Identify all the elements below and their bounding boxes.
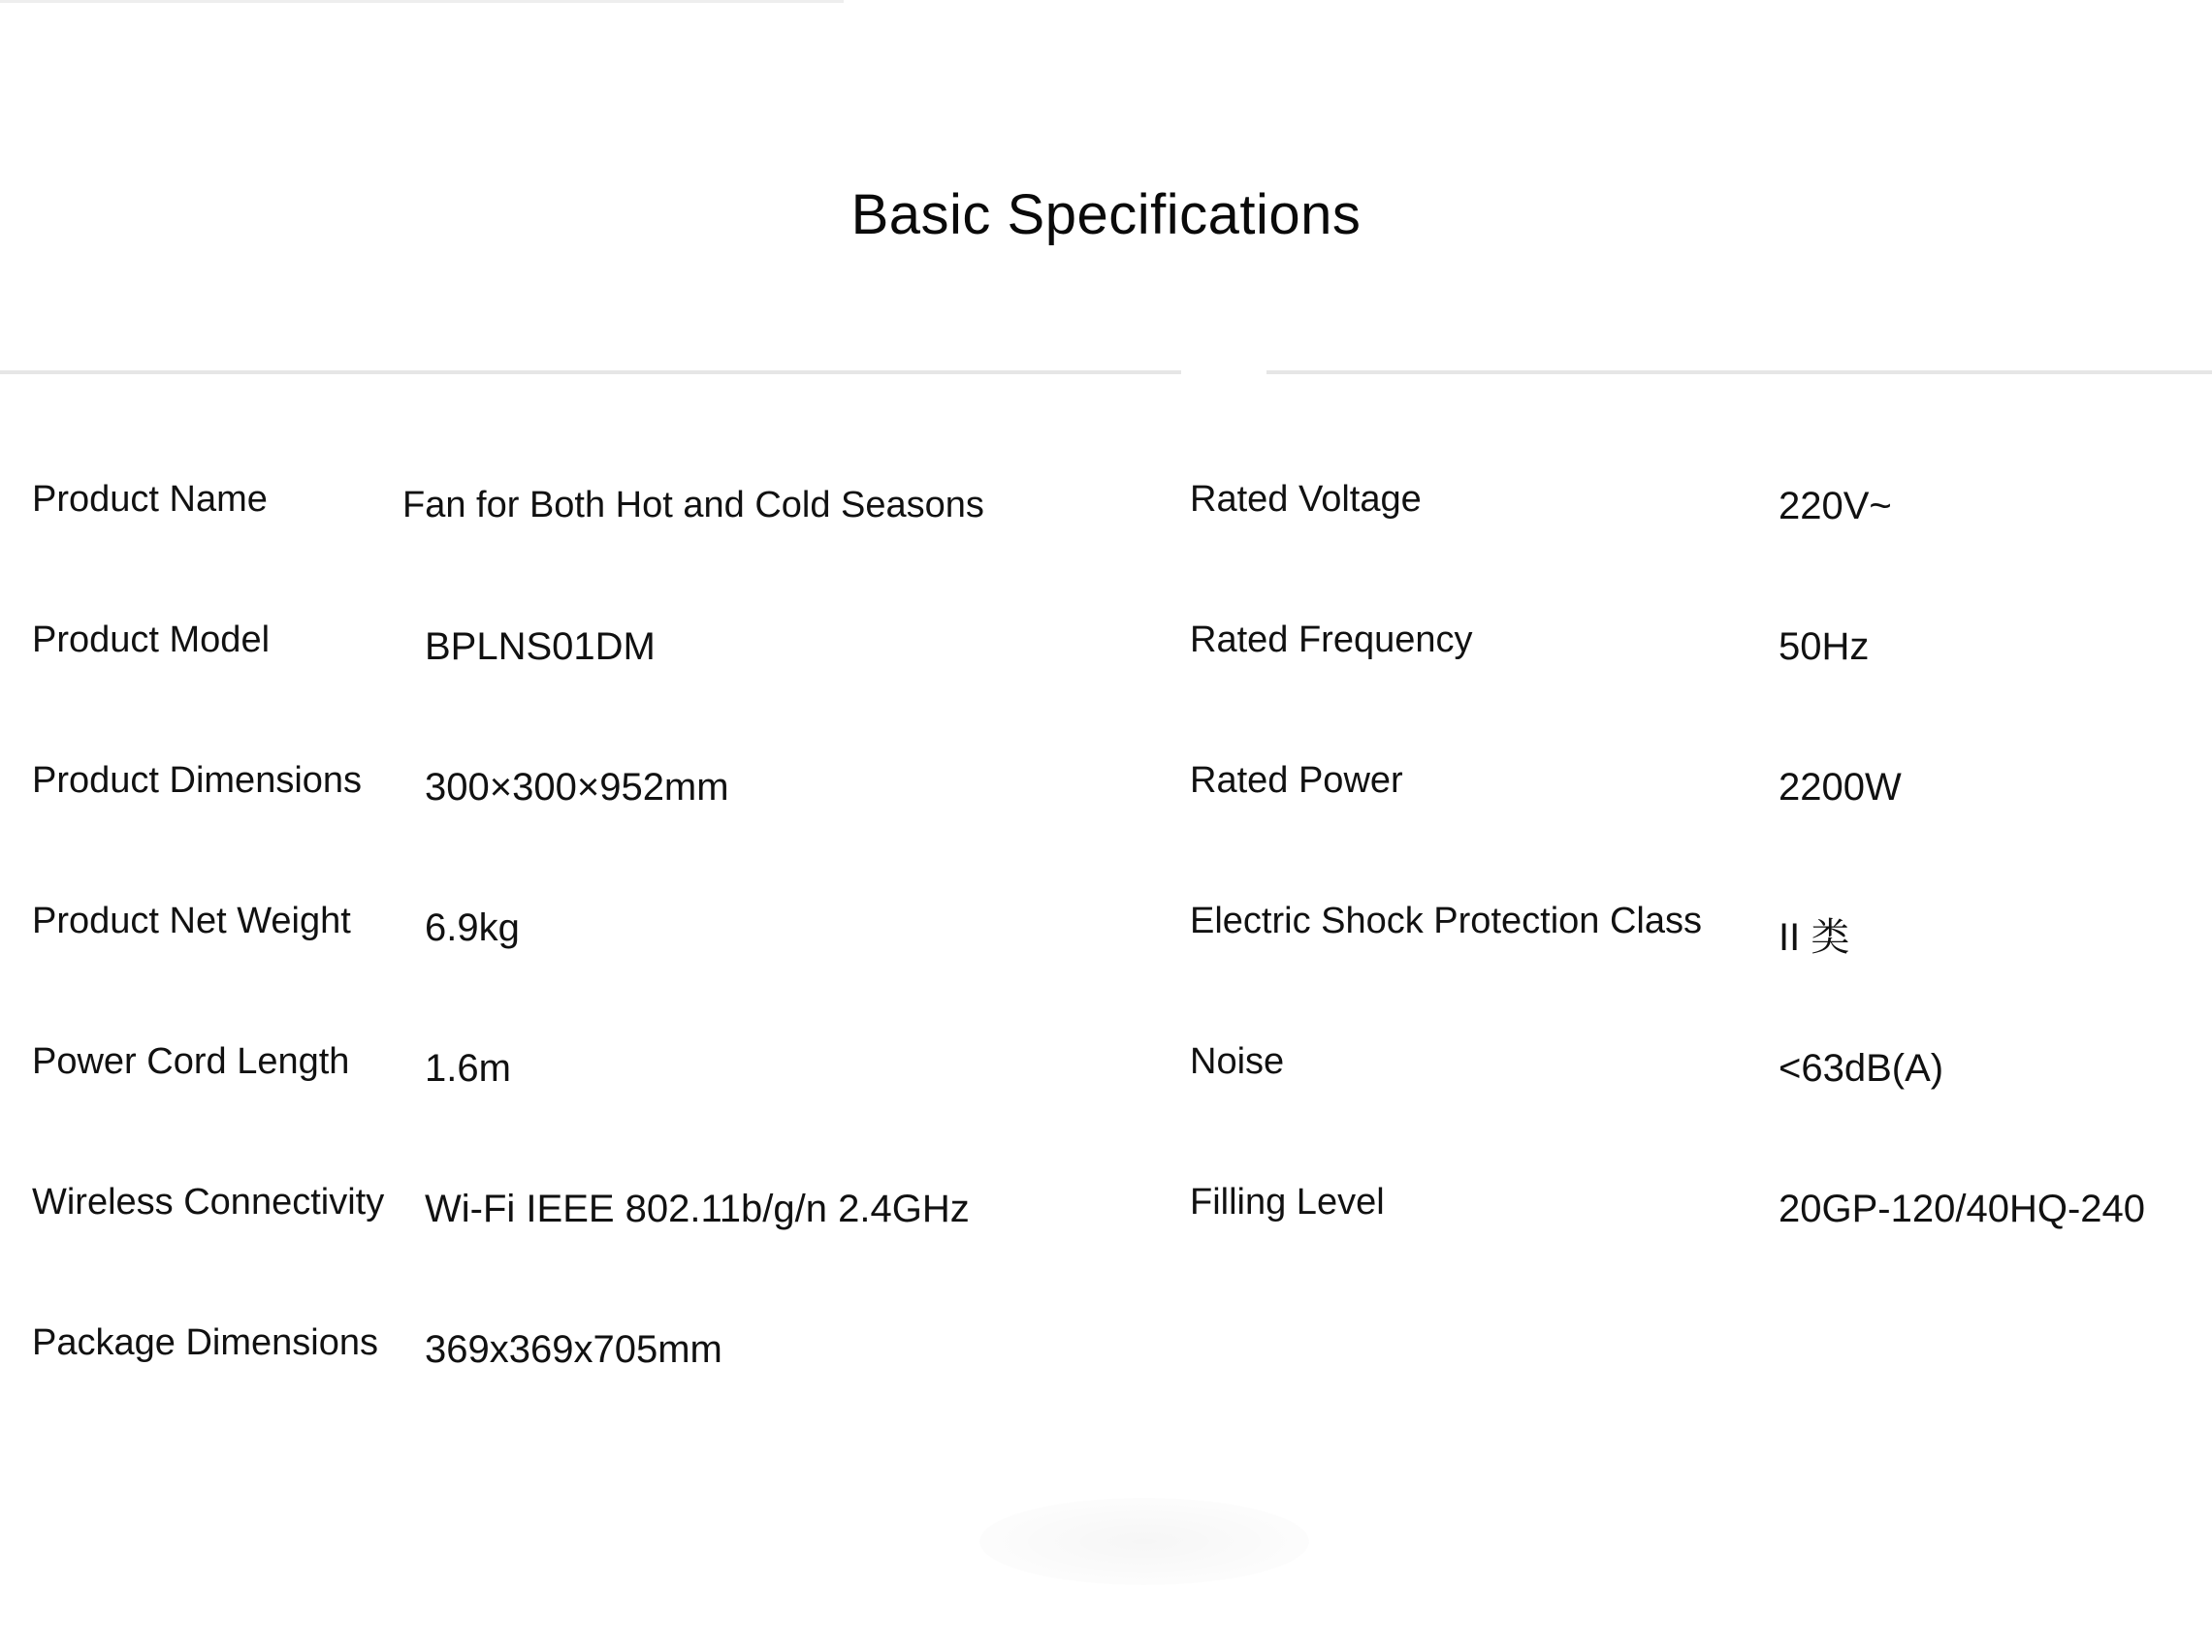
spec-value: <63dB(A) (1779, 1047, 1944, 1090)
background-smudge (979, 1498, 1309, 1585)
spec-value: 300×300×952mm (425, 766, 729, 809)
spec-value: 2200W (1779, 766, 1902, 809)
spec-label: Rated Power (1190, 760, 1403, 801)
spec-value: Fan for Both Hot and Cold Seasons (402, 485, 984, 525)
spec-value: II 类 (1779, 916, 1850, 959)
spec-value: 6.9kg (425, 906, 520, 949)
spec-value: BPLNS01DM (425, 625, 656, 668)
top-divider (0, 0, 844, 3)
spec-label: Product Model (32, 620, 271, 660)
title-divider-left (0, 370, 1181, 374)
spec-label: Power Cord Length (32, 1041, 350, 1082)
page-title: Basic Specifications (850, 183, 1362, 246)
spec-label: Rated Voltage (1190, 479, 1422, 520)
spec-value: 20GP-120/40HQ-240 (1779, 1188, 2146, 1230)
spec-label: Wireless Connectivity (32, 1182, 385, 1223)
spec-label: Rated Frequency (1190, 620, 1473, 660)
spec-label: Product Net Weight (32, 901, 351, 941)
spec-label: Filling Level (1190, 1182, 1385, 1223)
spec-label: Package Dimensions (32, 1322, 378, 1363)
spec-label: Electric Shock Protection Class (1190, 901, 1702, 941)
spec-value: 220V~ (1779, 485, 1892, 527)
spec-label: Noise (1190, 1041, 1285, 1082)
spec-label: Product Dimensions (32, 760, 363, 801)
spec-value: 50Hz (1779, 625, 1870, 668)
spec-label: Product Name (32, 479, 268, 520)
title-divider-right (1266, 370, 2212, 374)
spec-value: Wi-Fi IEEE 802.11b/g/n 2.4GHz (425, 1188, 970, 1230)
spec-value: 369x369x705mm (425, 1328, 722, 1371)
spec-value: 1.6m (425, 1047, 511, 1090)
